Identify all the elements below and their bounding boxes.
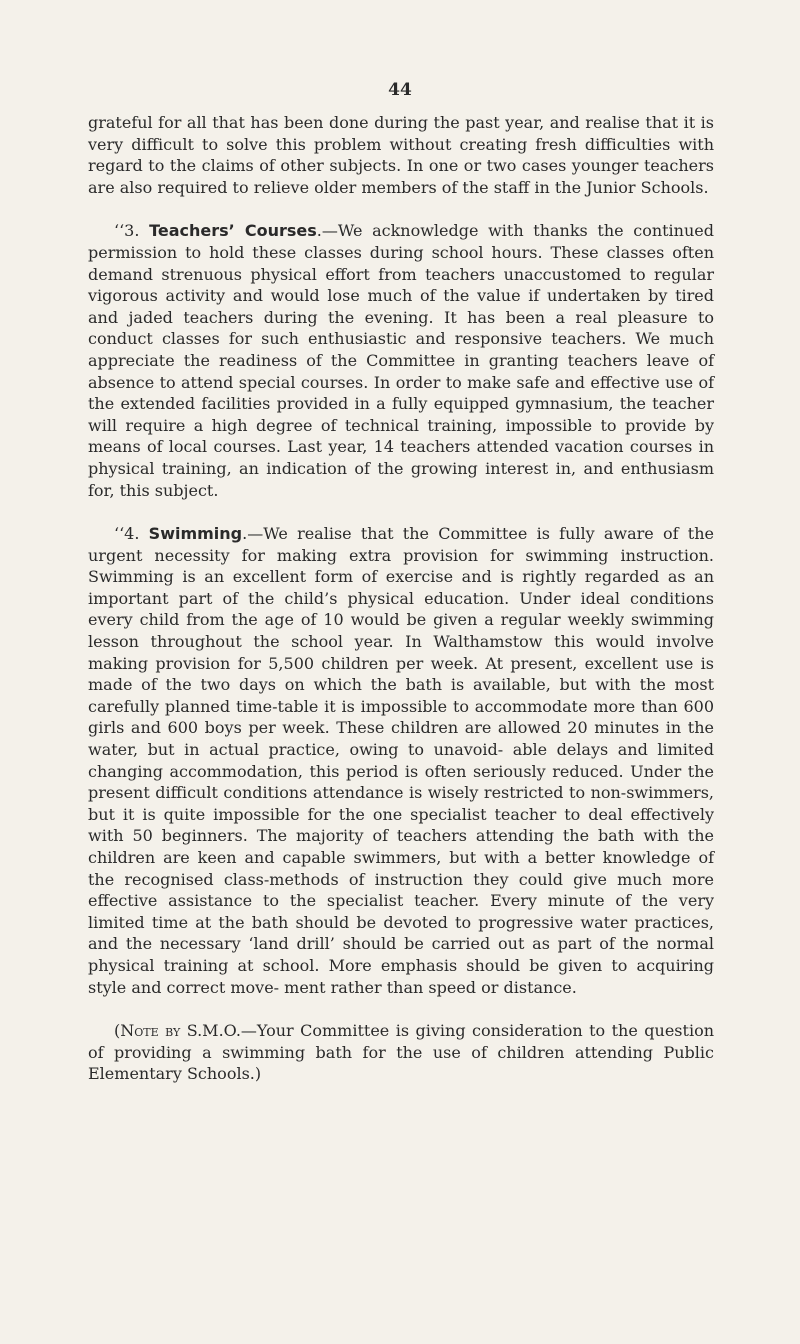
section-body: .—We realise that the Committee is fully aware of the urgent necessity for making extra provision for swimming instruction. Swimming is an excellent form of exercise and is rightly regarded as an important part of the child’s physical education. Under ideal conditions every child from the age of 10 would be given a regular weekly swimming lesson throughout the school year. In Walthamstow this would involve making provision for 5,500 children per week. At present, excellent use is made of the two days on which the bath is available, but with the most carefully planned time-table it is impossible to accommodate more than 600 girls and 600 boys per week. These children are allowed 20 minutes in the water, but in actual practice, owing to unavoid- able delays and limited changing accommodation, this period is often seriously reduced. Under the present difficult conditions attendance is wisely restricted to non-swimmers, but it is quite impossible for the one specialist teacher to deal effectively with 50 beginners. The majority of teachers attending the bath with the children are keen and capable swimmers, but with a better knowledge of the recognised class-methods of instruction they could give much more effective assistance to the specialist teacher. Every minute of the very limited time at the bath should be devoted to progressive water practices, and the necessary ‘land drill’ should be carried out as part of the normal physical training at school. More emphasis should be given to acquiring style and correct move- ment rather than speed or distance.: [88, 524, 714, 997]
section-body: .—We acknowledge with thanks the continued permission to hold these classes during school hours. These classes often demand strenuous physical effort from teachers unaccustomed to regular vigorous activity and would lose much of the value if undertaken by tired and jaded teachers during the evening. It has been a real pleasure to conduct classes for such enthusiastic and responsive teachers. We much appreciate the readiness of the Committee in granting teachers leave of absence to attend special courses. In order to make safe and effective use of the extended facilities provided in a fully equipped gymnasium, the teacher will require a high degree of technical training, impossible to provide by means of local courses. Last year, 14 teachers attended vacation courses in physical training, an indication of the growing interest in, and enthusiasm for, this subject.: [88, 221, 714, 500]
page-number: 44: [388, 80, 412, 100]
note-text: S.M.O.—Your Committee is giving consideration to the question of providing a swimming bath for the use of children attending Public Elementary Schools.): [88, 1021, 715, 1084]
section-heading-swimming: Swimming: [148, 524, 243, 544]
section-heading-teachers-courses: Teachers’ Courses: [149, 221, 317, 241]
section-number: ‘‘3.: [114, 221, 140, 241]
paragraph-teachers-courses: [88, 220, 714, 501]
paragraph-continuation: grateful for all that has been done during the past year, and realise that it is very difficult to solve this problem without creating fresh difficulties with regard to the claims of other subjects. In one or two cases younger teachers are also required to relieve older members of the staff in the Junior Schools.: [88, 113, 714, 197]
section-number: ‘‘4.: [114, 524, 140, 544]
body-text: [88, 112, 714, 1085]
paragraph-note: [88, 1020, 714, 1085]
paragraph-swimming: [88, 523, 714, 998]
note-open-paren: (: [114, 1021, 121, 1041]
note-label: Note by: [120, 1021, 181, 1041]
